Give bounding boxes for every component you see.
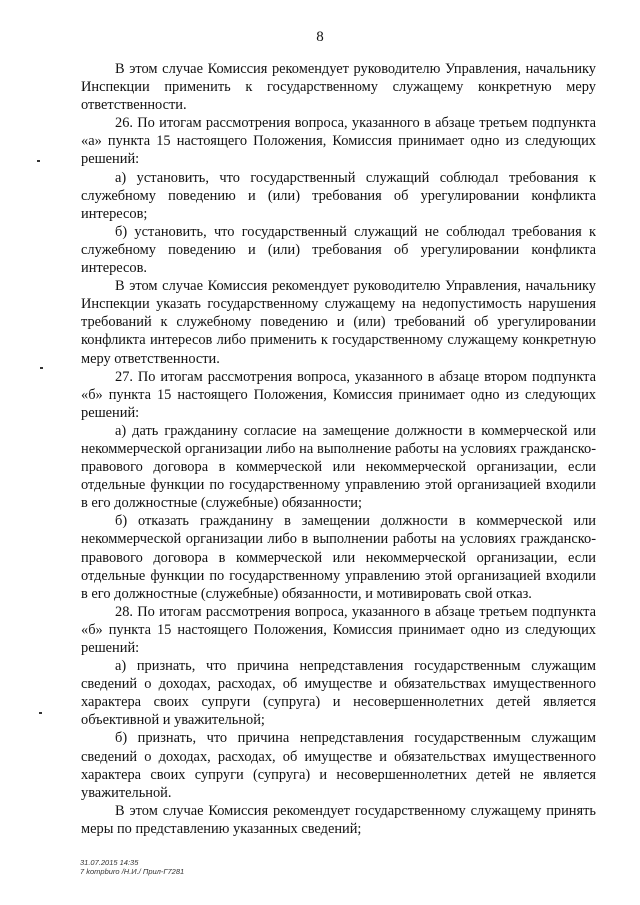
- scan-mark: [40, 367, 43, 369]
- document-body: [81, 60, 596, 838]
- paragraph: В этом случае Комиссия рекомендует государственному служащему принять меры по представлению указанных сведений;: [81, 802, 596, 837]
- paragraph: 28. По итогам рассмотрения вопроса, указанного в абзаце третьем подпункта «б» пункта 15 настоящего Положения, Комиссия принимает одно из следующих решений:: [81, 603, 596, 656]
- scan-mark: [37, 160, 40, 162]
- footer-file-reference: 7 kompburo /Н.И./ Прил-Г7281: [80, 867, 185, 876]
- paragraph: а) признать, что причина непредставления государственным служащим сведений о доходах, расходах, об имуществе и обязательствах имущественного характера своих супруги (супруга) и несовершеннолетних детей является объективной и уважительной;: [81, 658, 596, 729]
- paragraph: а) установить, что государственный служащий соблюдал требования к служебному поведению и (или) требования об урегулировании конфликта интересов;: [81, 169, 596, 222]
- document-footer: [80, 858, 184, 876]
- paragraph: В этом случае Комиссия рекомендует руководителю Управления, начальнику Инспекции применить к государственному служащему конкретную меру ответственности.: [81, 61, 596, 114]
- paragraph: б) отказать гражданину в замещении должности в коммерческой или некоммерческой организации либо в выполнении работы на условиях гражданско-правового договора в коммерческой или некоммерческой организации, если отдельные функции по государственному управлению этой организацией входили в его должностные (служебные) обязанности, и мотивировать свой отказ.: [81, 513, 596, 602]
- page-number: 8: [316, 29, 324, 45]
- paragraph: б) признать, что причина непредставления государственным служащим сведений о доходах, расходах, об имуществе и обязательствах имущественного характера своих супруги (супруга) и несовершеннолетних детей не является уважительной.: [81, 730, 596, 801]
- paragraph: В этом случае Комиссия рекомендует руководителю Управления, начальнику Инспекции указать государственному служащему на недопустимость нарушения требований к служебному поведению и (или) требований об урегулировании конфликта интересов либо применить к государственному служащему конкретную меру ответственности.: [81, 278, 596, 367]
- paragraph: 27. По итогам рассмотрения вопроса, указанного в абзаце втором подпункта «б» пункта 15 настоящего Положения, Комиссия принимает одно из следующих решений:: [81, 368, 596, 421]
- paragraph: б) установить, что государственный служащий не соблюдал требования к служебному поведению и (или) требования об урегулировании конфликта интересов.: [81, 223, 596, 277]
- footer-timestamp: 31.07.2015 14:35: [80, 858, 139, 867]
- scan-mark: [39, 712, 42, 714]
- paragraph: а) дать гражданину согласие на замещение должности в коммерческой или некоммерческой организации либо на выполнение работы на условиях гражданско-правового договора в коммерческой или некоммерческой организации, если отдельные функции по государственному управлению этой организацией входили в его должностные (служебные) обязанности;: [81, 422, 596, 512]
- paragraph: 26. По итогам рассмотрения вопроса, указанного в абзаце третьем подпункта «а» пункта 15 настоящего Положения, Комиссия принимает одно из следующих решений:: [81, 115, 596, 168]
